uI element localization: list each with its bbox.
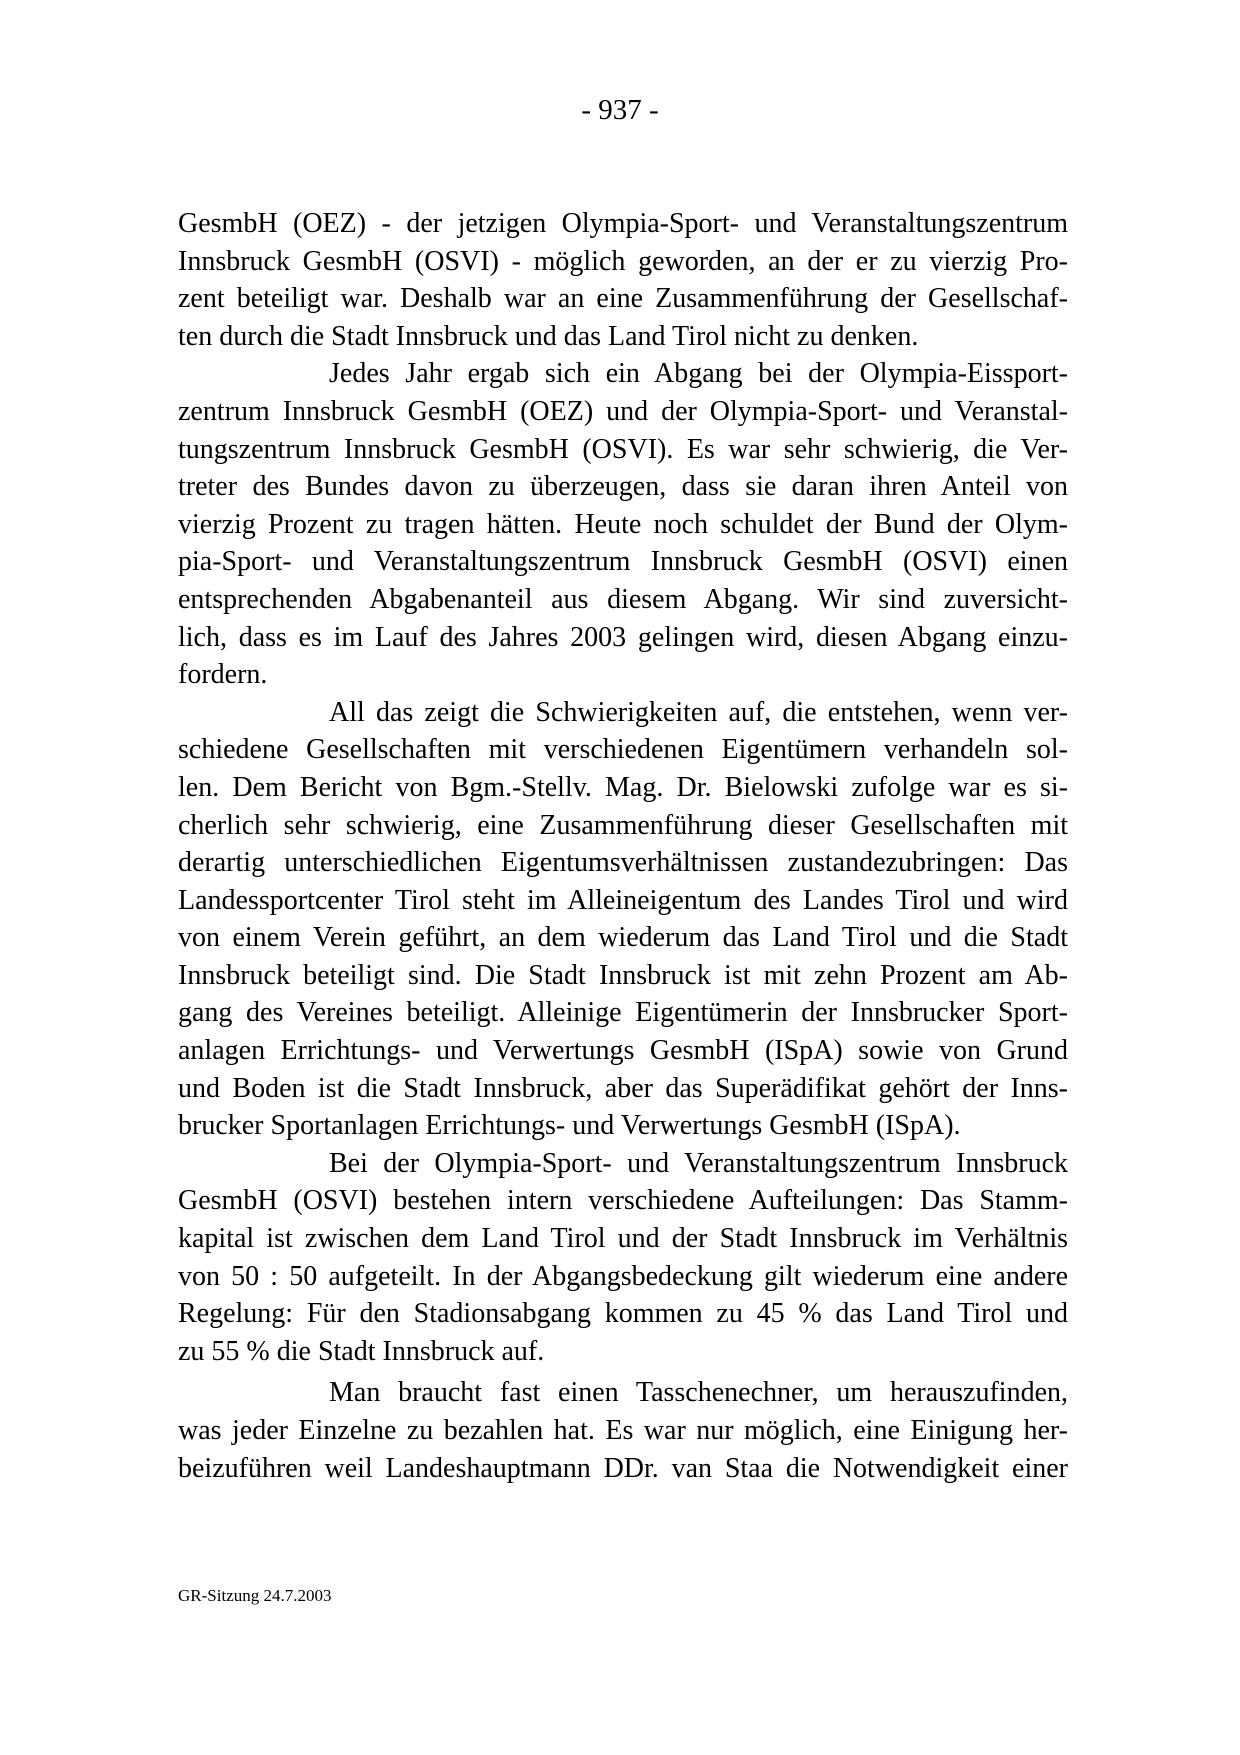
text-line: zentrum Innsbruck GesmbH (OEZ) und der Olympia-Sport- und Veranstal- [178,395,1068,427]
text-line: ten durch die Stadt Innsbruck und das Land Tirol nicht zu denken. [178,320,919,352]
text-line: fordern. [178,659,268,691]
text-line: Innsbruck GesmbH (OSVI) - möglich geworden, an der er zu vierzig Pro- [178,245,1068,277]
text-line: GesmbH (OSVI) bestehen intern verschiedene Aufteilungen: Das Stamm- [178,1185,1068,1217]
text-line: gang des Vereines beteiligt. Alleinige Eigentümerin der Innsbrucker Sport- [178,997,1068,1029]
text-line: brucker Sportanlagen Errichtungs- und Verwertungs GesmbH (ISpA). [178,1110,961,1142]
footer-session-date: GR-Sitzung 24.7.2003 [178,1586,332,1605]
text-line: anlagen Errichtungs- und Verwertungs GesmbH (ISpA) sowie von Grund [178,1035,1068,1067]
paragraph [178,1374,1068,1487]
text-line: zent beteiligt war. Deshalb war an eine Zusammenführung der Gesellschaf- [178,283,1068,315]
text-line: zu 55 % die Stadt Innsbruck auf. [178,1335,545,1367]
text-line: von einem Verein geführt, an dem wiederum das Land Tirol und die Stadt [178,922,1068,954]
paragraph [178,694,1068,1145]
text-line: Bei der Olympia-Sport- und Veranstaltungszentrum Innsbruck [329,1147,1068,1179]
text-line: pia-Sport- und Veranstaltungszentrum Innsbruck GesmbH (OSVI) einen [178,546,1068,578]
page-number: - 937 - [581,94,659,126]
text-line: und Boden ist die Stadt Innsbruck, aber das Superädifikat gehört der Inns- [178,1072,1068,1104]
text-line: was jeder Einzelne zu bezahlen hat. Es war nur möglich, eine Einigung her- [178,1415,1068,1446]
text-line: tungszentrum Innsbruck GesmbH (OSVI). Es war sehr schwierig, die Ver- [178,433,1068,465]
text-line: schiedene Gesellschaften mit verschiedenen Eigentümern verhandeln sol- [178,734,1068,766]
text-line: Jedes Jahr ergab sich ein Abgang bei der Olympia-Eissport- [329,358,1068,390]
body-text [178,205,1068,1487]
text-line: von 50 : 50 aufgeteilt. In der Abgangsbedeckung gilt wiederum eine andere [178,1260,1068,1292]
text-line: GesmbH (OEZ) - der jetzigen Olympia-Sport- und Veranstaltungszentrum [178,208,1068,239]
text-line: Man braucht fast einen Tasschenechner, um herauszufinden, [329,1377,1068,1409]
text-line: len. Dem Bericht von Bgm.-Stellv. Mag. Dr. Bielowski zufolge war es si- [178,771,1068,803]
paragraph [178,355,1068,693]
text-line: cherlich sehr schwierig, eine Zusammenführung dieser Gesellschaften mit [178,809,1068,841]
text-line: lich, dass es im Lauf des Jahres 2003 gelingen wird, diesen Abgang einzu- [178,621,1068,653]
text-line: kapital ist zwischen dem Land Tirol und der Stadt Innsbruck im Verhältnis [178,1223,1068,1255]
text-line: treter des Bundes davon zu überzeugen, dass sie daran ihren Anteil von [178,471,1068,503]
text-line: All das zeigt die Schwierigkeiten auf, die entstehen, wenn ver- [329,696,1068,728]
paragraph [178,205,1068,355]
text-line: vierzig Prozent zu tragen hätten. Heute noch schuldet der Bund der Olym- [178,508,1068,540]
text-line: beizuführen weil Landeshauptmann DDr. van Staa die Notwendigkeit einer [178,1452,1068,1484]
paragraph [178,1145,1068,1371]
text-line: derartig unterschiedlichen Eigentumsverhältnissen zustandezubringen: Das [178,847,1068,879]
text-line: entsprechenden Abgabenanteil aus diesem Abgang. Wir sind zuversicht- [178,583,1068,615]
text-line: Landessportcenter Tirol steht im Alleineigentum des Landes Tirol und wird [178,884,1068,916]
text-line: Regelung: Für den Stadionsabgang kommen zu 45 % das Land Tirol und [178,1298,1068,1330]
text-line: Innsbruck beteiligt sind. Die Stadt Innsbruck ist mit zehn Prozent am Ab- [178,959,1068,991]
